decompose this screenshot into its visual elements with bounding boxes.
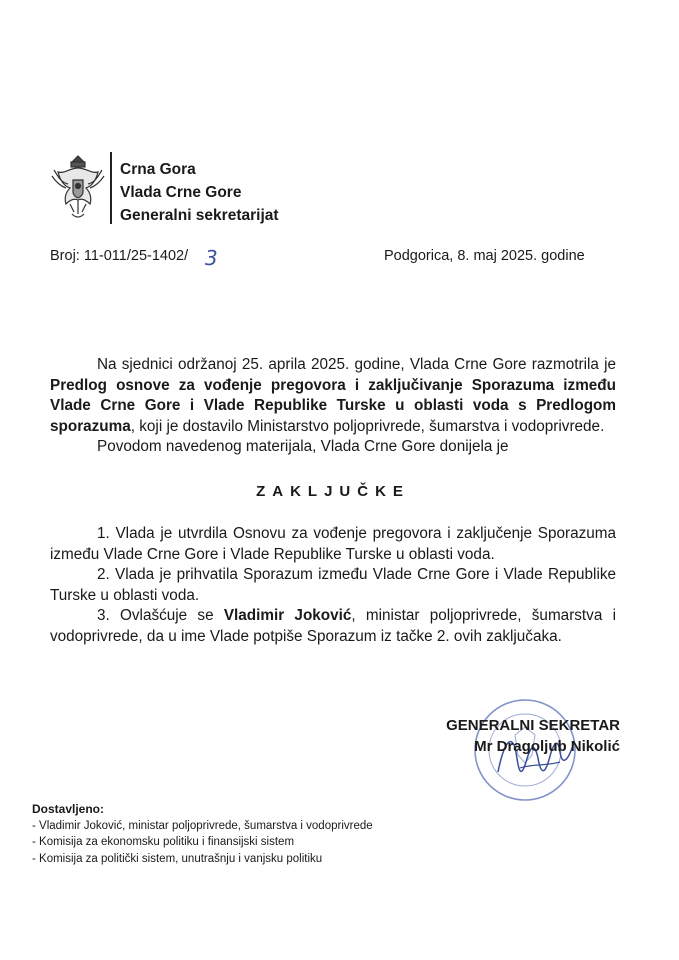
conclusion-2: 2. Vlada je prihvatila Sporazum između Vlade Crne Gore i Vlade Republike Turske u oblasti voda. (50, 566, 616, 604)
distribution-item: - Vladimir Joković, ministar poljoprivrede, šumarstva i vodoprivrede (32, 819, 373, 832)
handwritten-digit: 3 (205, 246, 218, 269)
distribution-label: Dostavljeno: (32, 802, 105, 816)
intro-text-start: Na sjednici održanoj 25. aprila 2025. godine, Vlada Crne Gore razmotrila je (97, 356, 616, 373)
document-date: Podgorica, 8. maj 2025. godine (384, 248, 585, 264)
conclusions-title: ZAKLJUČKE (256, 482, 410, 500)
conclusion-3-end: , ministar poljoprivrede, šumarstva i vodoprivrede, da u ime Vlade potpiše Sporazum iz tačke 2. ovih zaključaka. (50, 607, 616, 645)
conclusion-1: 1. Vlada je utvrdila Osnovu za vođenje pregovora i zaključenje Sporazuma između Vlade Crne Gore i Vlade Republike Turske u oblasti voda. (50, 525, 616, 563)
issuer-government: Vlada Crne Gore (120, 184, 242, 201)
intro-bold-subject: Predlog osnove za vođenje pregovora i zaključivanje Sporazuma između Vlade Crne Gore i Vlade Republike Turske u oblasti voda s Predlogom sporazuma (50, 376, 616, 435)
conclusion-3 (50, 606, 616, 647)
signature-block (410, 715, 620, 757)
distribution-item: - Komisija za politički sistem, unutrašnju i vanjsku politiku (32, 852, 323, 865)
signatory-role: GENERALNI SEKRETAR (446, 717, 620, 734)
issuer-country: Crna Gora (120, 161, 196, 178)
distribution-item: - Komisija za ekonomsku politiku i finansijski sistem (32, 836, 295, 848)
conclusion-3-name: Vladimir Joković (223, 607, 352, 624)
reference-value: 11-011/25-1402/ (83, 248, 189, 264)
decision-paragraph: Povodom navedenog materijala, Vlada Crne Gore donijela je (97, 438, 509, 455)
header-divider (110, 152, 112, 224)
document-body (50, 355, 616, 647)
distribution-list (32, 801, 373, 867)
handwritten-number (199, 245, 221, 269)
reference-number (50, 248, 188, 264)
issuer-block (120, 158, 279, 227)
signatory-name: Mr Dragoljub Nikolić (474, 738, 620, 755)
conclusion-3-start: 3. Ovlašćuje se (97, 607, 224, 624)
reference-label: Broj: (50, 248, 80, 264)
issuer-secretariat: Generalni sekretarijat (120, 207, 279, 224)
coat-of-arms-icon (50, 152, 106, 224)
intro-text-end: , koji je dostavilo Ministarstvo poljoprivrede, šumarstva i vodoprivrede. (130, 417, 605, 435)
intro-paragraph (50, 355, 616, 437)
